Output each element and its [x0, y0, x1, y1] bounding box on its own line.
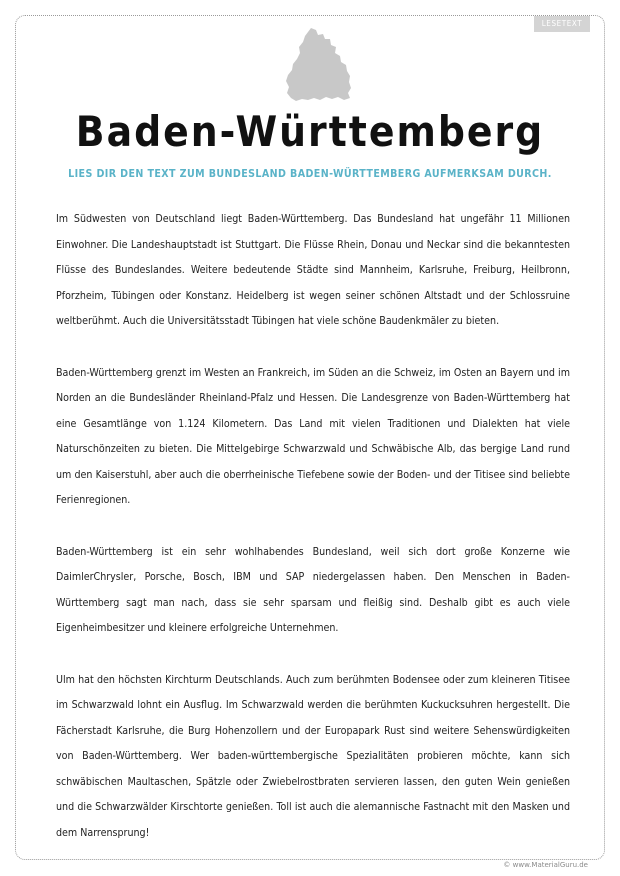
instruction-subtitle: LIES DIR DEN TEXT ZUM BUNDESLAND BADEN-WÜRTTEMBERG AUFMERKSAM DURCH. — [68, 168, 552, 180]
paragraph-3: Baden-Württemberg ist ein sehr wohlhabendes Bundesland, weil sich dort große Konzerne wie DaimlerChrysler, Porsche, Bosch, IBM und SAP niedergelassen haben. Den Menschen in Baden-Württemberg sagt man nach, dass sie sehr sparsam und fleißig sind. Deshalb gibt es auch viele Eigenheimbesitzer und kleinere erfolgreiche Unternehmen. — [56, 545, 570, 634]
paragraph-1: Im Südwesten von Deutschland liegt Baden-Württemberg. Das Bundesland hat ungefähr 11 Millionen Einwohner. Die Landeshauptstadt ist Stuttgart. Die Flüsse Rhein, Donau und Neckar sind die bekanntesten Flüsse des Bundeslandes. Weitere bedeutende Städte sind Mannheim, Karlsruhe, Freiburg, Heilbronn, Pforzheim, Tübingen oder Konstanz. Heidelberg ist wegen seiner schönen Altstadt und der Schlossruine weltberühmt. Auch die Universitätsstadt Tübingen hat viele schöne Baudenkmäler zu bieten. — [56, 213, 570, 327]
reading-text — [56, 207, 570, 872]
state-silhouette — [286, 28, 351, 101]
page-title: Baden-Württemberg — [75, 107, 545, 156]
paragraph-2: Baden-Württemberg grenzt im Westen an Frankreich, im Süden an die Schweiz, im Osten an Bayern und im Norden an die Bundesländer Rheinland-Pfalz und Hessen. Die Landesgrenze von Baden-Württemberg hat eine Gesamtlänge von 1.124 Kilometern. Das Land mit vielen Traditionen und Dialekten hat viele Naturschönzeiten zu bieten. Die Mittelgebirge Schwarzwald und Schwäbische Alb, das bergige Land rund um den Kaiserstuhl, aber auch die oberrheinische Tiefebene sowie der Boden- und der Titisee sind beliebte Ferienregionen. — [56, 366, 570, 506]
paragraph-4: Ulm hat den höchsten Kirchturm Deutschlands. Auch zum berühmten Bodensee oder zum kleineren Titisee im Schwarzwald lohnt ein Ausflug. Im Schwarzwald werden die berühmten Kuckucksuhren hergestellt. Die Fächerstadt Karlsruhe, die Burg Hohenzollern und der Europapark Rust sind weitere Sehenswürdigkeiten von Baden-Württemberg. Wer baden-württembergische Spezialitäten probieren möchte, kann sich schwäbischen Maultaschen, Spätzle oder Zwiebelrostbraten servieren lassen, den guten Wein genießen und die Schwarzwälder Kirschtorte genießen. Toll ist auch die alemannische Fastnacht mit den Masken und dem Narrensprung! — [56, 673, 570, 839]
copyright-footer: © www.MaterialGuru.de — [503, 861, 588, 869]
baden-wuerttemberg-map-icon — [278, 27, 352, 102]
worksheet-type-badge: LESETEXT — [534, 16, 590, 32]
